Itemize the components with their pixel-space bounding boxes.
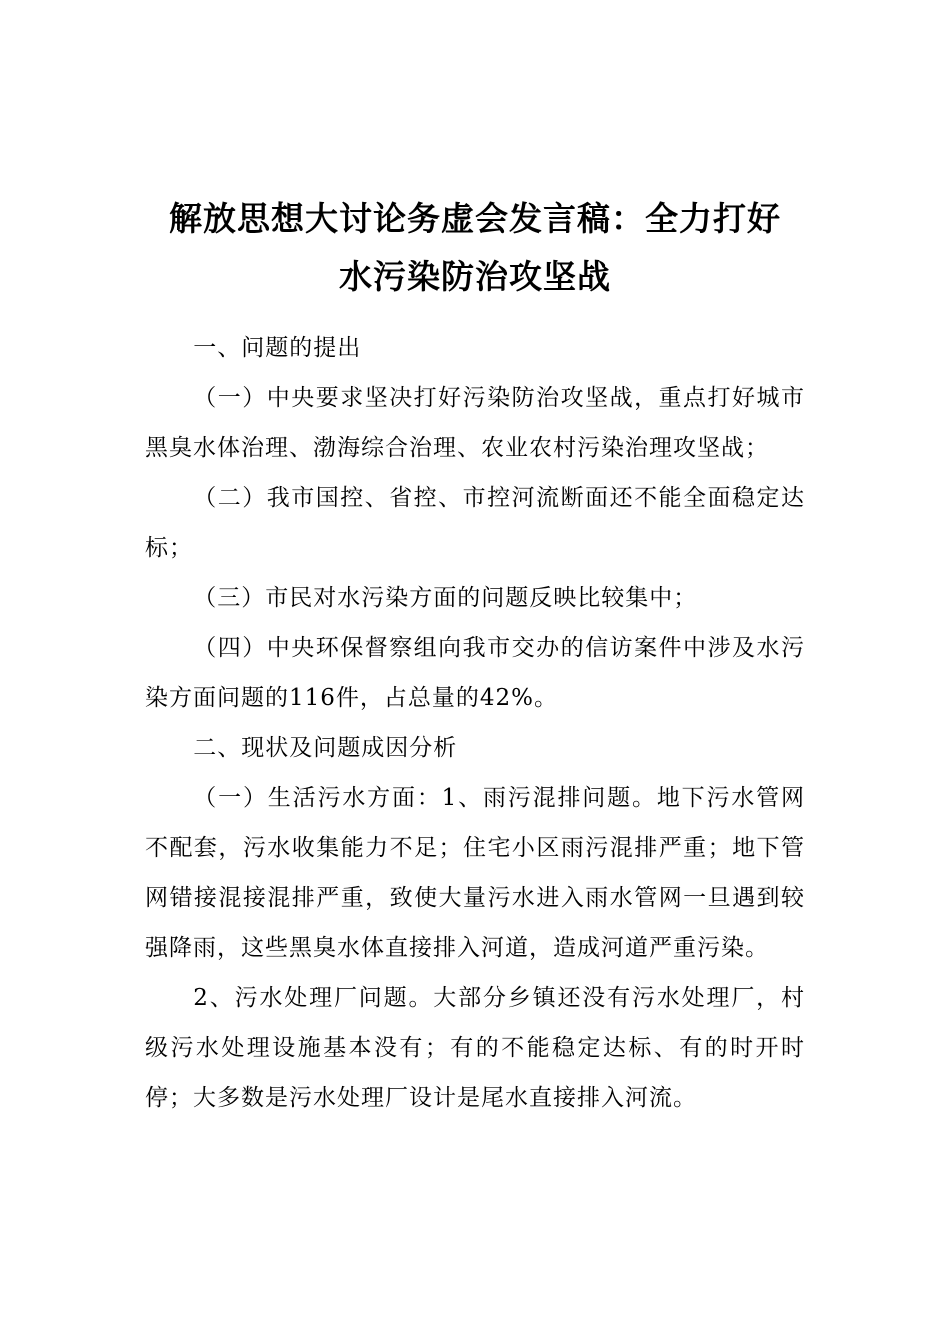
paragraph: （一）中央要求坚决打好污染防治攻坚战，重点打好城市黑臭水体治理、渤海综合治理、农业农村污染治理攻坚战；	[145, 385, 805, 461]
title-line-2: 水污染防治攻坚战	[339, 257, 611, 297]
section-heading-1: 一、问题的提出	[193, 335, 362, 361]
paragraph: （一）生活污水方面：1、雨污混排问题。地下污水管网不配套，污水收集能力不足；住宅小区雨污混排严重；地下管网错接混接混排严重，致使大量污水进入雨水管网一旦遇到较强降雨，这些黑臭水体直接排入河道，造成河道严重污染。	[145, 785, 805, 961]
paragraph: （四）中央环保督察组向我市交办的信访案件中涉及水污染方面问题的116件，占总量的42%。	[145, 635, 805, 711]
document-body	[145, 323, 805, 1123]
section-heading-2: 二、现状及问题成因分析	[193, 735, 458, 761]
paragraph: （二）我市国控、省控、市控河流断面还不能全面稳定达标；	[145, 485, 805, 561]
paragraph: （三）市民对水污染方面的问题反映比较集中；	[193, 585, 698, 611]
paragraph: 2、污水处理厂问题。大部分乡镇还没有污水处理厂，村级污水处理设施基本没有；有的不能稳定达标、有的时开时停；大多数是污水处理厂设计是尾水直接排入河流。	[145, 985, 805, 1111]
title-line-1: 解放思想大讨论务虚会发言稿：全力打好	[169, 199, 781, 239]
document-title	[140, 190, 810, 306]
